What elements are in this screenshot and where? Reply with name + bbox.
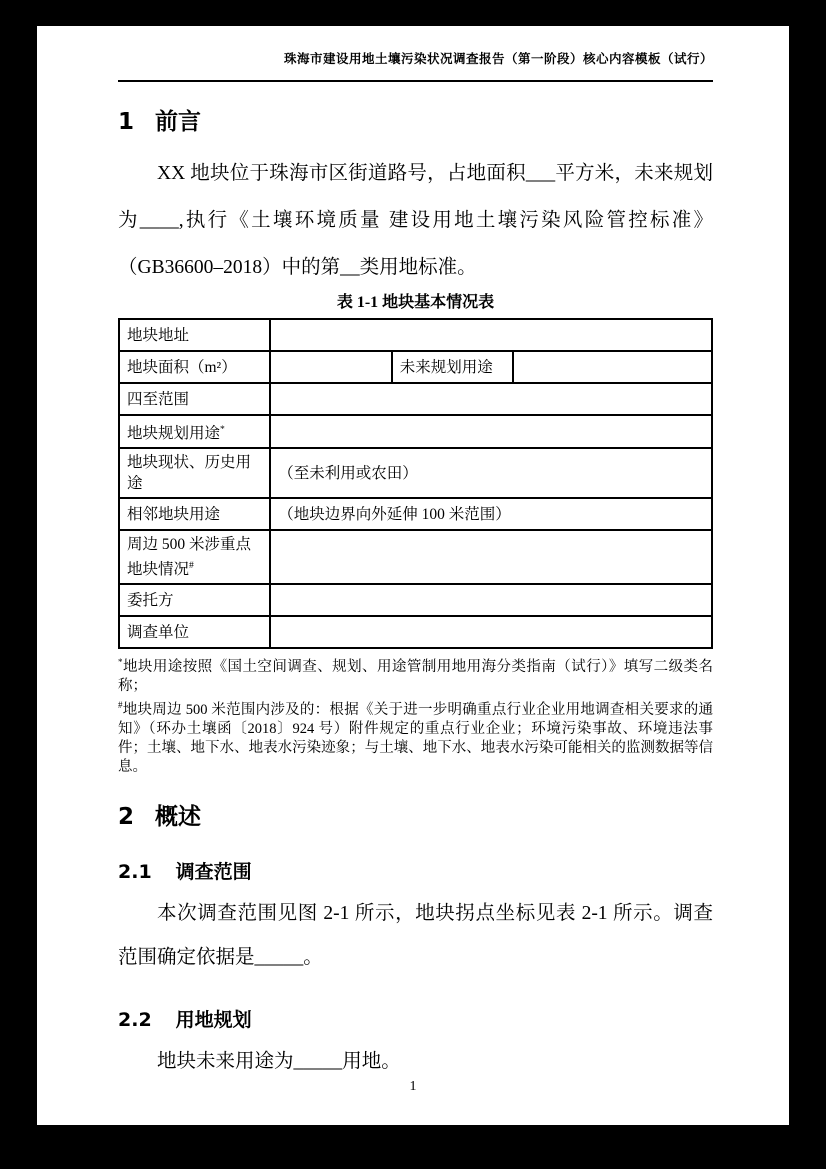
subsection-2-2-paragraph: 地块未来用途为_____用地。 xyxy=(157,1050,401,1072)
cell-value-investigation-unit xyxy=(270,616,712,648)
table-row-site-area xyxy=(119,351,712,383)
cell-label-planned-use xyxy=(119,415,270,448)
cell-label-client: 委托方 xyxy=(119,584,270,616)
section-1-number: 1 xyxy=(118,109,135,135)
section-1-title: 前言 xyxy=(155,109,202,135)
subsection-2-1-paragraph: 本次调查范围见图 2-1 所示，地块拐点坐标见表 2-1 所示。调查范围确定依据是_____。 xyxy=(118,902,713,968)
subsection-2-2-number: 2.2 xyxy=(118,1008,152,1031)
table-row-boundaries xyxy=(119,383,712,415)
section-1-heading xyxy=(118,107,713,137)
cell-label-current-historic-use: 地块现状、历史用途 xyxy=(119,448,270,498)
table-row-investigation-unit xyxy=(119,616,712,648)
table-row-planned-use xyxy=(119,415,712,448)
cell-label-surrounding-key-sites xyxy=(119,530,270,584)
page-content xyxy=(37,26,789,1084)
footnote-2-marker: # xyxy=(118,700,123,711)
cell-value-site-area xyxy=(270,351,392,383)
planned-use-footnote-marker: * xyxy=(220,424,225,435)
table-row-site-address xyxy=(119,319,712,351)
table-row-current-historic-use xyxy=(119,448,712,498)
cell-label-site-area: 地块面积（m²） xyxy=(119,351,270,383)
table-row-surrounding-key-sites xyxy=(119,530,712,584)
cell-value-adjacent-use: （地块边界向外延伸 100 米范围） xyxy=(270,498,712,530)
document-page xyxy=(37,26,789,1125)
footnote-1-marker: * xyxy=(118,657,123,668)
cell-label-adjacent-use: 相邻地块用途 xyxy=(119,498,270,530)
basic-info-table xyxy=(118,318,713,649)
page-number: 1 xyxy=(409,1079,417,1094)
cell-value-current-historic-use: （至未利用或农田） xyxy=(270,448,712,498)
cell-value-planned-use xyxy=(270,415,712,448)
header-rule xyxy=(118,80,713,82)
section-1-paragraph: XX 地块位于珠海市区街道路号，占地面积___平方米，未来规划为____,执行《土壤环境质量 建设用地土壤污染风险管控标准》（GB36600–2018）中的第__类用地标准。 xyxy=(118,163,713,278)
subsection-2-1-title: 调查范围 xyxy=(175,860,252,883)
footnote-surrounding-sites xyxy=(118,696,713,777)
subsection-2-1-number: 2.1 xyxy=(118,860,152,883)
footnote-planned-use xyxy=(118,653,713,696)
cell-value-client xyxy=(270,584,712,616)
footnote-2-text: 地块周边 500 米范围内涉及的：根据《关于进一步明确重点行业企业用地调查相关要求的通知》（环办土壤函〔2018〕924 号）附件规定的重点行业企业；环境污染事故、环境违法事件；土壤、地下水、地表水污染迹象；与土壤、地下水、地表水污染可能相关的监测数据等信息。 xyxy=(118,701,713,775)
subsection-2-2-heading xyxy=(118,1007,713,1033)
table-caption: 表 1-1 地块基本情况表 xyxy=(336,294,495,311)
cell-value-boundaries xyxy=(270,383,712,415)
subsection-2-2-title: 用地规划 xyxy=(175,1008,252,1031)
cell-label-investigation-unit: 调查单位 xyxy=(119,616,270,648)
footnote-1-text: 地块用途按照《国土空间调查、规划、用途管制用地用海分类指南（试行）》填写二级类名称； xyxy=(118,659,713,695)
section-2-title: 概述 xyxy=(155,803,202,830)
table-row-client xyxy=(119,584,712,616)
cell-value-surrounding-key-sites xyxy=(270,530,712,584)
surrounding-key-sites-label-text: 周边 500 米涉重点地块情况 xyxy=(127,536,252,579)
page-header-text: 珠海市建设用地土壤污染状况调查报告（第一阶段）核心内容模板（试行） xyxy=(283,52,713,66)
planned-use-label-text: 地块规划用途 xyxy=(127,425,221,443)
cell-label-future-use: 未来规划用途 xyxy=(392,351,514,383)
section-2-heading xyxy=(118,802,713,832)
table-footnotes xyxy=(118,653,713,777)
section-2-number: 2 xyxy=(118,803,135,830)
cell-label-site-address: 地块地址 xyxy=(119,319,270,351)
subsection-2-1-heading xyxy=(118,859,713,885)
cell-value-site-address xyxy=(270,319,712,351)
cell-value-future-use xyxy=(513,351,712,383)
table-row-adjacent-use xyxy=(119,498,712,530)
surrounding-key-sites-footnote-marker: # xyxy=(189,560,194,572)
cell-label-boundaries: 四至范围 xyxy=(119,383,270,415)
